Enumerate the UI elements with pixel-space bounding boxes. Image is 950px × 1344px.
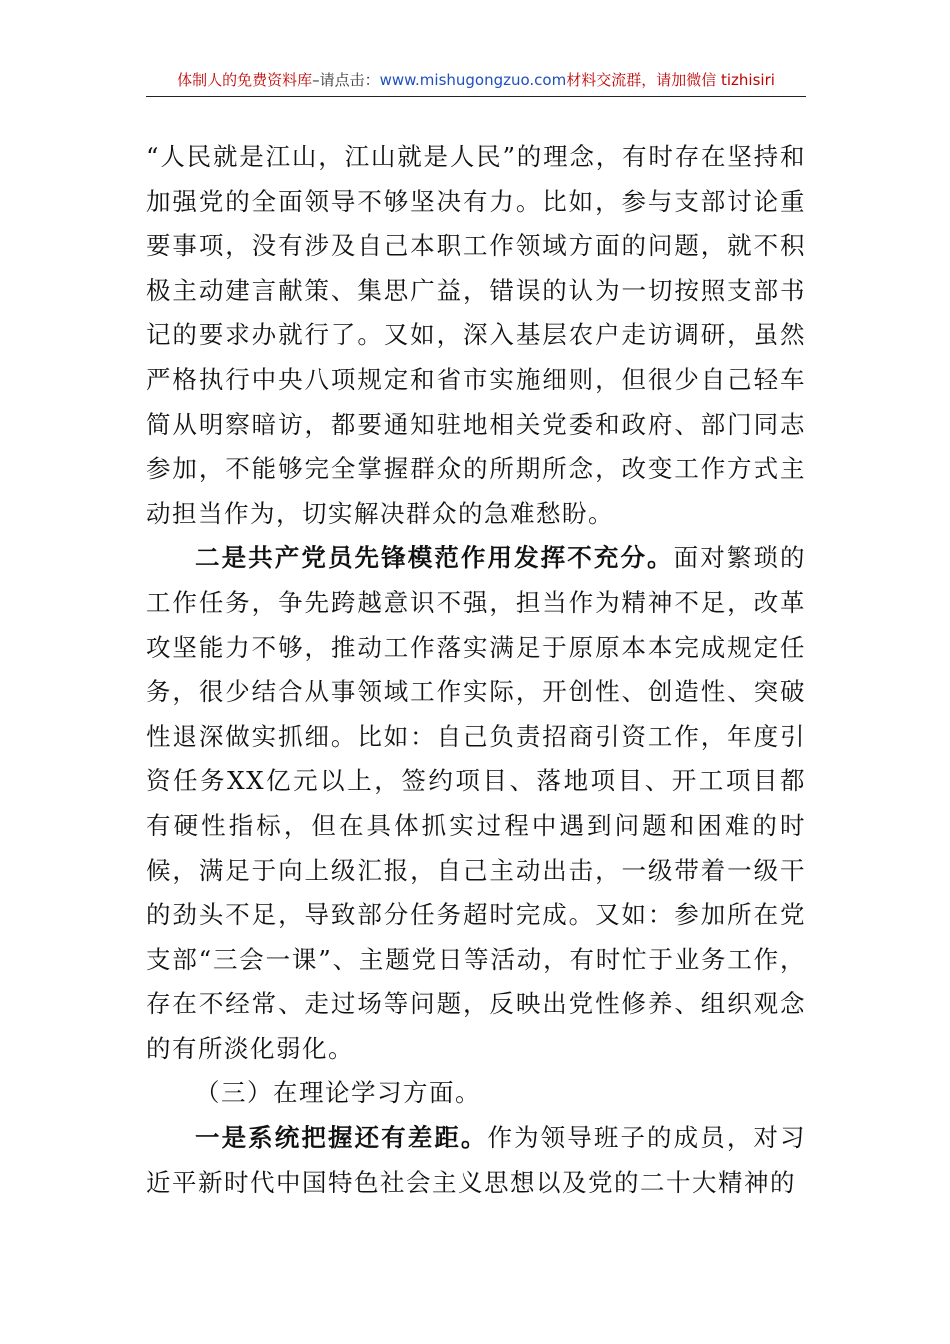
paragraph-lead-heading: 一是系统把握还有差距。 bbox=[195, 1123, 488, 1153]
paragraph-systematic-grasp bbox=[146, 1116, 806, 1205]
paragraph-vanguard-role bbox=[146, 536, 806, 1071]
paragraph-text: 面对繁琐的工作任务，争先跨越意识不强，担当作为精神不足，改革攻坚能力不够，推动工作落实满足于原原本本完成规定任务，很少结合从事领域工作实际，开创性、创造性、突破性退深做实抓细。比如：自己负责招商引资工作，年度引资任务XX亿元以上，签约项目、落地项目、开工项目都有硬性指标，但在具体抓实过程中遇到问题和困难的时候，满足于向上级汇报，自己主动出击，一级带着一级干的劲头不足，导致部分任务超时完成。又如：参加所在党支部“三会一课”、主题党日等活动，有时忙于业务工作，存在不经常、走过场等问题，反映出党性修养、组织观念的有所淡化弱化。 bbox=[146, 543, 807, 1063]
paragraph-continuation bbox=[146, 135, 806, 536]
header-link[interactable]: www.mishugongzuo.com bbox=[379, 71, 567, 89]
header-brand: 体制人的免费资料库 bbox=[177, 71, 313, 89]
section-heading-text: （三）在理论学习方面。 bbox=[195, 1078, 481, 1108]
section-heading-theory-study bbox=[146, 1071, 806, 1116]
header-prompt: –请点击： bbox=[312, 71, 380, 89]
paragraph-text: “人民就是江山，江山就是人民”的理念，有时存在坚持和加强党的全面领导不够坚决有力。比如，参与支部讨论重要事项，没有涉及自己本职工作领域方面的问题，就不积极主动建言献策、集思广益，错误的认为一切按照支部书记的要求办就行了。又如，深入基层农户走访调研，虽然严格执行中央八项规定和省市实施细则，但很少自己轻车简从明察暗访，都要通知驻地相关党委和政府、部门同志参加，不能够完全掌握群众的所期所念，改变工作方式主动担当作为，切实解决群众的急难愁盼。 bbox=[146, 142, 806, 528]
paragraph-lead-heading: 二是共产党员先锋模范作用发挥不充分。 bbox=[195, 543, 674, 573]
document-body bbox=[146, 135, 806, 1205]
page-header bbox=[146, 66, 806, 97]
header-contact: 材料交流群，请加微信 tizhisiri bbox=[566, 71, 775, 89]
paragraph-text: 作为领导班子的成员，对习近平新时代中国特色社会主义思想以及党的二十大精神的 bbox=[146, 1123, 806, 1197]
